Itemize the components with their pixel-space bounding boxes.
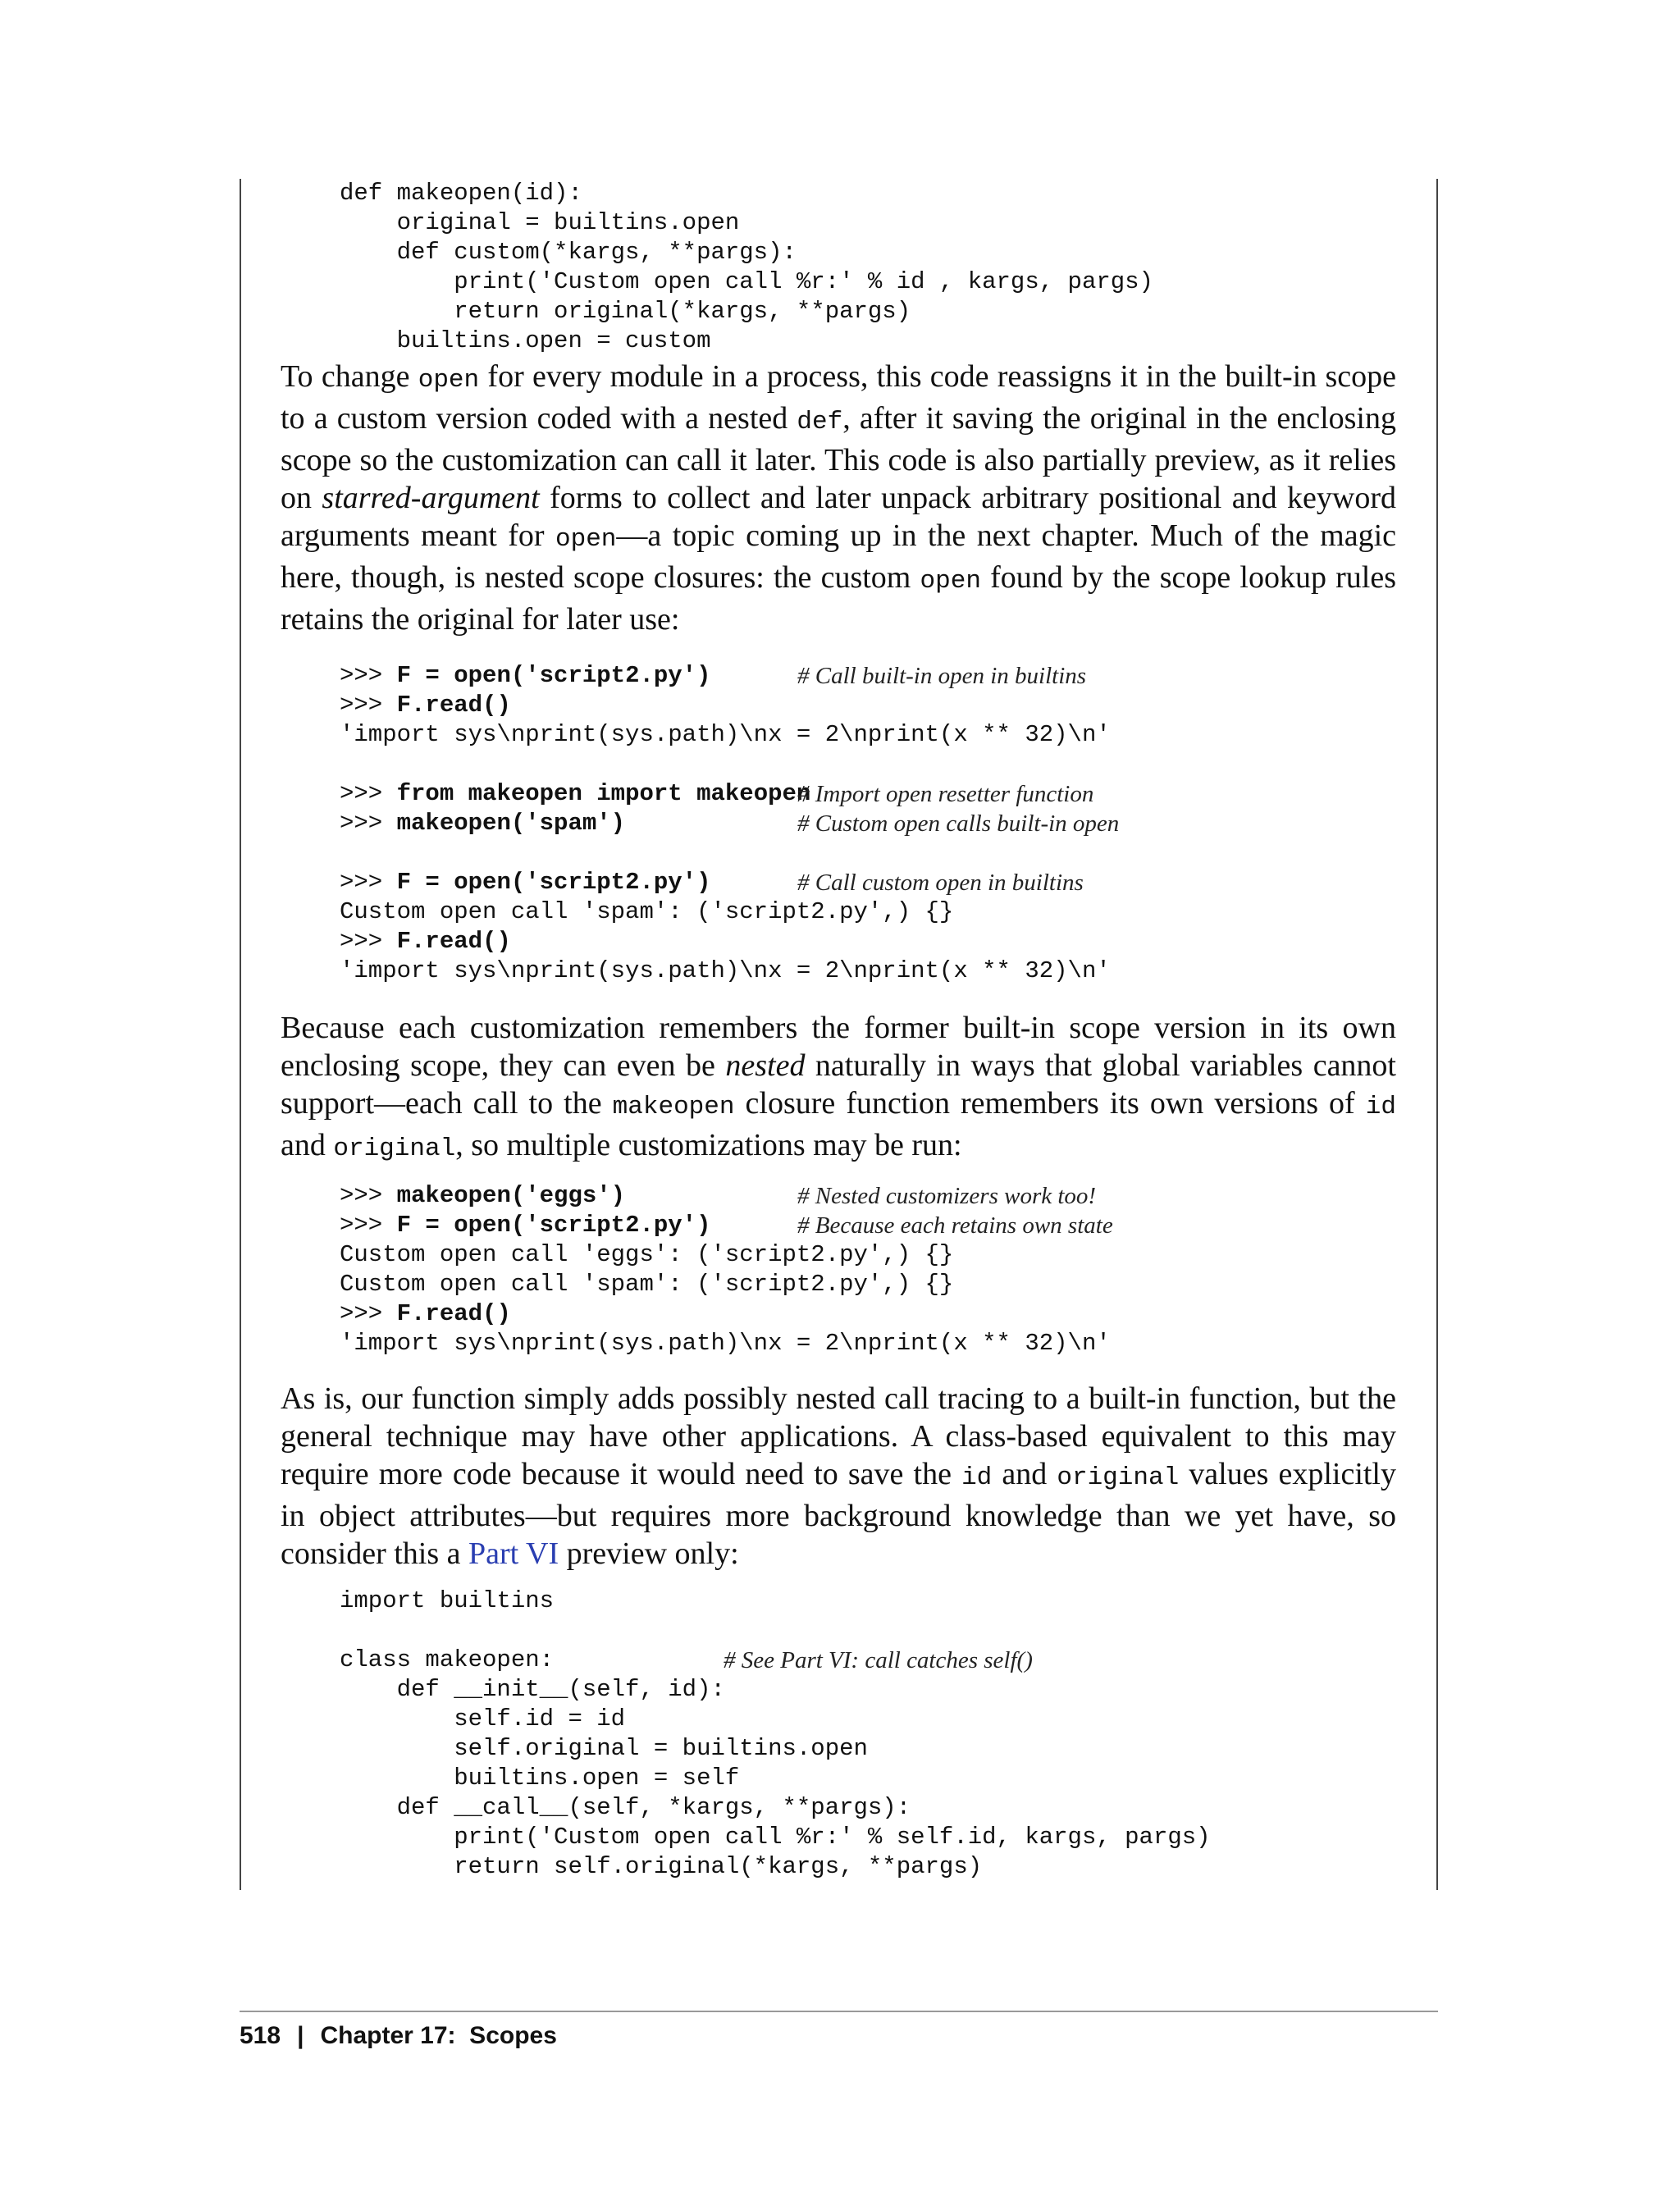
code-line: >>> F.read() bbox=[340, 692, 511, 719]
text: closure function remembers its own versions of bbox=[734, 1086, 1366, 1121]
footer-separator: | bbox=[297, 2022, 304, 2049]
code-line: self.id = id bbox=[340, 1705, 626, 1732]
inline-code: open bbox=[418, 366, 480, 395]
code-line: def custom(*kargs, **pargs): bbox=[340, 239, 797, 266]
code-comment: # Nested customizers work too! bbox=[797, 1183, 1097, 1209]
code-line: >>> F.read() bbox=[340, 1300, 511, 1327]
code-line: def makeopen(id): bbox=[340, 180, 582, 207]
code-line: >>> F = open('script2.py') bbox=[340, 662, 711, 689]
page-footer bbox=[240, 2022, 557, 2050]
code-comment: # Custom open calls built-in open bbox=[797, 810, 1120, 837]
code-line: class makeopen: bbox=[340, 1646, 555, 1673]
page-frame-right-rule bbox=[1436, 179, 1438, 1890]
text: and bbox=[992, 1457, 1057, 1491]
text: —a topic coming up in the next chapter. Much of the magic here, though, is nested scope closures: the custom bbox=[281, 518, 1396, 595]
page-frame-left-rule bbox=[240, 179, 241, 1890]
paragraph-open-reassignment bbox=[281, 358, 1396, 638]
code-line: def __init__(self, id): bbox=[340, 1676, 725, 1703]
inline-code: id bbox=[961, 1463, 993, 1492]
code-line: Custom open call 'eggs': ('script2.py',) {} bbox=[340, 1241, 954, 1268]
text: forms to collect and later unpack arbitrary positional and keyword arguments meant for bbox=[281, 481, 1397, 553]
code-line: >>> F = open('script2.py') bbox=[340, 1212, 711, 1239]
inline-code: def bbox=[797, 408, 843, 436]
footer-rule bbox=[240, 2011, 1438, 2012]
code-line: builtins.open = self bbox=[340, 1764, 740, 1792]
code-line: def __call__(self, *kargs, **pargs): bbox=[340, 1794, 911, 1821]
text: values explicitly in object attributes—but requires more background knowledge than we yet have, so consider this a bbox=[281, 1457, 1396, 1571]
code-line: print('Custom open call %r:' % self.id, kargs, pargs) bbox=[340, 1824, 1211, 1851]
code-comment: # Call custom open in builtins bbox=[797, 870, 1084, 896]
code-line: import builtins bbox=[340, 1587, 555, 1614]
code-line: >>> makeopen('spam') bbox=[340, 810, 626, 837]
paragraph-class-based-equivalent bbox=[281, 1380, 1396, 1573]
code-comment: # Call built-in open in builtins bbox=[797, 663, 1087, 689]
code-line: >>> F = open('script2.py') bbox=[340, 869, 711, 896]
inline-code: open bbox=[555, 525, 617, 554]
text: , so multiple customizations may be run: bbox=[455, 1128, 962, 1162]
inline-code: open bbox=[920, 567, 981, 596]
code-line: original = builtins.open bbox=[340, 209, 740, 236]
inline-code: id bbox=[1365, 1093, 1396, 1121]
page-number: 518 bbox=[240, 2022, 281, 2049]
text: naturally in ways that global variables cannot support—each call to the bbox=[281, 1048, 1396, 1121]
code-comment: # Because each retains own state bbox=[797, 1212, 1113, 1239]
chapter-title: Chapter 17: Scopes bbox=[320, 2022, 557, 2049]
code-line: print('Custom open call %r:' % id , kargs, pargs) bbox=[340, 268, 1153, 295]
code-line: 'import sys\nprint(sys.path)\nx = 2\nprint(x ** 32)\n' bbox=[340, 957, 1111, 984]
code-line: >>> from makeopen import makeopen bbox=[340, 780, 811, 807]
text: Because each customization remembers the former built-in scope version in its own enclosing scope, they can even be bbox=[281, 1011, 1396, 1083]
text: As is, our function simply adds possibly nested call tracing to a built-in function, but the general technique may have other applications. A class-based equivalent to this may require more code because it would need to save the bbox=[281, 1381, 1396, 1491]
inline-code: original bbox=[1057, 1463, 1180, 1492]
code-line: 'import sys\nprint(sys.path)\nx = 2\nprint(x ** 32)\n' bbox=[340, 1330, 1111, 1357]
text: , after it saving the original in the enclosing scope so the customization can call it later. This code is also partially preview, as it relies on bbox=[281, 401, 1396, 515]
code-line: return self.original(*kargs, **pargs) bbox=[340, 1853, 983, 1880]
text: for every module in a process, this code reassigns it in the built-in scope to a custom version coded with a nested bbox=[281, 359, 1396, 436]
emphasis: nested bbox=[725, 1048, 806, 1083]
code-line: 'import sys\nprint(sys.path)\nx = 2\nprint(x ** 32)\n' bbox=[340, 721, 1111, 748]
text: preview only: bbox=[559, 1536, 739, 1571]
code-line: self.original = builtins.open bbox=[340, 1735, 868, 1762]
code-comment: # See Part VI: call catches self() bbox=[724, 1647, 1033, 1673]
code-line: >>> makeopen('eggs') bbox=[340, 1182, 626, 1209]
inline-code: makeopen bbox=[612, 1093, 735, 1121]
inline-code: original bbox=[333, 1134, 456, 1163]
emphasis: starred-argument bbox=[322, 481, 540, 515]
code-comment: # Import open resetter function bbox=[797, 781, 1094, 807]
code-line: >>> F.read() bbox=[340, 928, 511, 955]
text: and bbox=[281, 1128, 334, 1162]
paragraph-nested-customizations bbox=[281, 1009, 1396, 1168]
text: found by the scope lookup rules retains the original for later use: bbox=[281, 560, 1396, 637]
part-vi-link[interactable]: Part VI bbox=[468, 1536, 559, 1571]
code-line: Custom open call 'spam': ('script2.py',) {} bbox=[340, 898, 954, 925]
code-line: builtins.open = custom bbox=[340, 327, 711, 354]
code-line: return original(*kargs, **pargs) bbox=[340, 298, 911, 325]
text: To change bbox=[281, 359, 418, 394]
code-line: Custom open call 'spam': ('script2.py',) {} bbox=[340, 1271, 954, 1298]
